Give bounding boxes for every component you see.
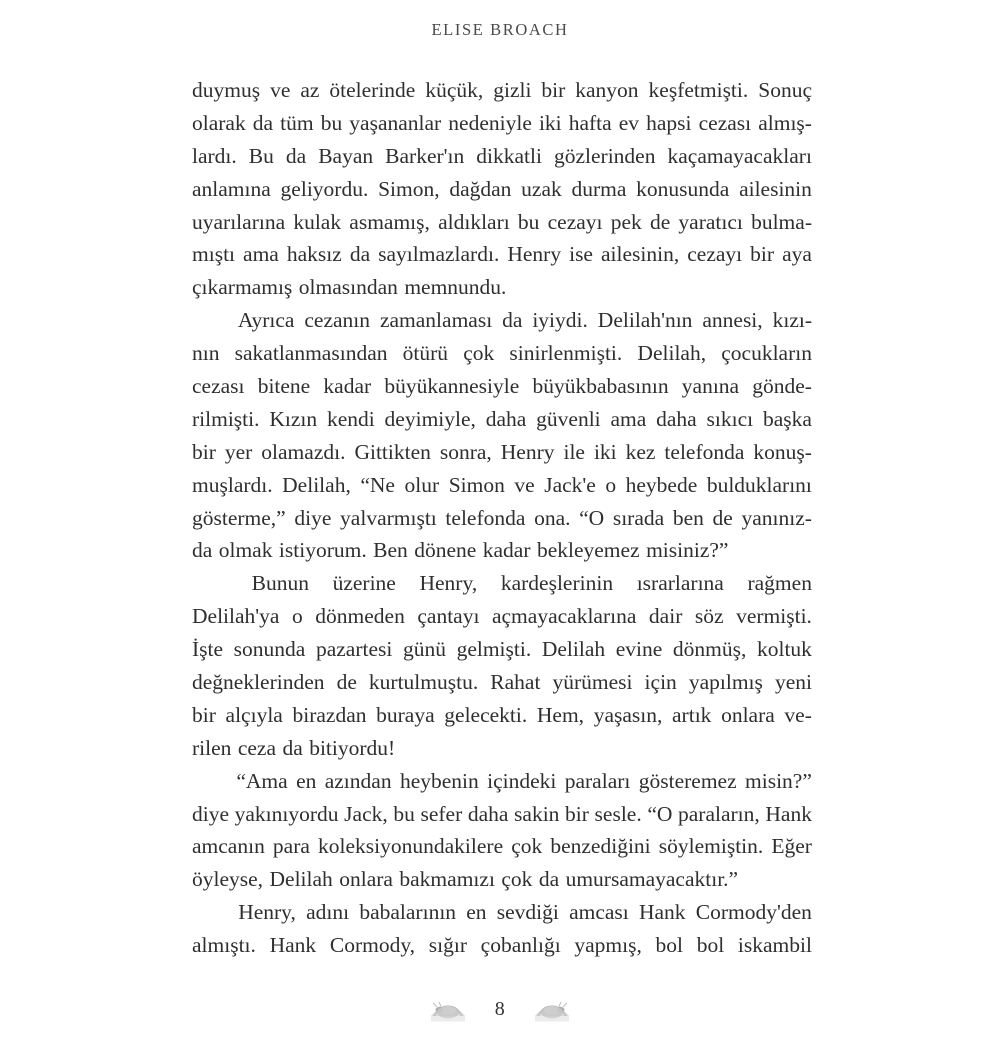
word: umursamayacaktır.” [565,867,739,892]
word: güvenli [536,406,601,431]
word: da [192,538,213,563]
word: ise [569,242,593,267]
word: bir [192,702,216,727]
word: de [649,209,671,234]
word: misin?” [745,768,812,793]
word: Cormody'den [695,900,812,925]
word: durma [571,176,627,201]
word: bir [565,801,589,826]
text-line [192,111,812,144]
word: sefer [420,801,463,826]
word: onlara [339,867,393,892]
word: koleksiyonundakilere [318,834,504,859]
word: çok [501,867,533,892]
word: çobanlığı [480,933,561,958]
word: “O [579,505,605,530]
word: ama [610,406,647,431]
word: ile [563,439,585,464]
word: Henry [507,242,562,267]
word: gösteremez [638,768,737,793]
word: sonra, [439,439,492,464]
word: en [296,768,317,793]
word: Delilah [541,637,606,662]
word: cezası [698,110,752,135]
word: yer [224,439,253,464]
word: Cormody, [329,933,416,958]
word: annesi, [702,308,763,333]
word: uyarılarına [192,209,286,234]
word: Barker'ın [385,143,465,168]
word: yapılmış [688,670,763,695]
paragraph [192,308,812,571]
word: söylemiştin. [658,834,764,859]
word: rağmen [747,571,812,596]
word: olarak [192,110,246,135]
word: “Ama [236,768,288,793]
word: nedeniyle [448,110,532,135]
word: cezayı [687,242,743,267]
text-line [192,78,812,111]
beetle-ornament-icon [531,998,573,1028]
text-line [192,308,812,341]
word: günü [402,637,446,662]
word: ev [618,110,640,135]
word: Ben [373,538,408,563]
word: bir [750,242,775,267]
word: kurtulmuştu. [368,670,479,695]
word: ona. [534,505,571,530]
word: kardeşlerinin [500,571,614,596]
word: öyleyse, [192,867,264,892]
word: gösterme,” [192,505,286,530]
word: sakin [514,801,560,826]
word: sevdiği [496,900,559,925]
word: Hank [765,801,812,826]
word: Eğer [771,834,812,859]
word: olmasından [298,275,398,300]
word: sayılmazlardı. [378,242,500,267]
word: Delilah'nın [597,308,693,333]
word: cezayı [547,209,603,234]
running-head: ELISE BROACH [431,20,569,39]
word: bu [517,209,540,234]
paragraph [192,769,812,901]
word: kaçamayacakları [667,143,812,168]
word: benzediğini [550,834,651,859]
word: evine [615,637,663,662]
word: koltuk [756,637,812,662]
word: Rahat [490,670,541,695]
word: kadar [323,374,372,399]
word: sırada [612,505,665,530]
word: iskambil [737,933,812,958]
word: bulma- [751,209,812,234]
text-line [192,769,812,802]
word: söz [694,604,724,629]
word: olur [404,472,440,497]
word: Delilah, [637,341,707,366]
word: bitiyordu! [309,735,396,760]
word: telefonda [664,439,745,464]
word: “O [647,801,673,826]
word: telefonda [445,505,526,530]
word: yanınız- [741,505,812,530]
text-line [192,177,812,210]
word: misiniz?” [646,538,729,563]
word: yaşananlar [349,110,442,135]
word: kadar [482,538,531,563]
text-line [192,670,812,703]
word: sıkıcı [706,406,754,431]
word: memnundu. [404,275,507,300]
word: olamazdı. [261,439,346,464]
word: bu [320,110,343,135]
word: ve [514,472,535,497]
word: Hank [269,933,317,958]
word: Hem, [536,702,585,727]
word: dikkatli [476,143,542,168]
word: Delilah, [282,472,351,497]
word: yalvarmıştı [340,505,437,530]
word: Henry, [419,571,478,596]
word: “Ne [360,472,395,497]
word: dönene [414,538,477,563]
word: bitene [257,374,311,399]
text-line [192,637,812,670]
word: uzak [521,176,562,201]
text-line [192,144,812,177]
word: dair [648,604,683,629]
word: gelmişti. [456,637,532,662]
word: kızı- [772,308,812,333]
word: Jack, [344,801,388,826]
paragraph [192,78,812,308]
word: diye [294,505,332,530]
word: kendi [326,406,375,431]
word: ama [243,242,279,267]
word: amcası [569,900,629,925]
word: da [349,242,371,267]
word: sakatlanmasından [234,341,388,366]
word: amcanın [192,834,265,859]
word: ötürü [402,341,449,366]
word: vermişti. [736,604,812,629]
word: çok [463,341,495,366]
word: ve- [784,702,812,727]
word: kulak [293,209,342,234]
body-text-block [192,78,812,966]
word: yaratıcı [678,209,743,234]
word: ben [672,505,704,530]
word: asmamış, [349,209,430,234]
word: Bayan [318,143,374,168]
text-line [192,834,812,867]
word: bulduklarını [706,472,812,497]
word: anlamına [192,176,271,201]
text-line [192,374,812,407]
word: azından [324,768,392,793]
word: ötelerinde [329,78,416,102]
word: dağdan [449,176,512,201]
word: yürümesi [552,670,633,695]
word: konusunda [636,176,730,201]
text-line [192,407,812,440]
page-number: 8 [494,998,506,1020]
text-line [192,341,812,374]
word: hapsi [646,110,692,135]
word: yapmış, [574,933,642,958]
word: Sonuç [758,78,812,102]
text-line [192,506,812,539]
word: muşlardı. [192,472,273,497]
word: bol [696,933,725,958]
word: büyükannesiyle [384,374,520,399]
word: sesle. [594,801,642,826]
word: onlara [721,702,775,727]
text-line [192,604,812,637]
word: yanına [681,374,740,399]
word: mıştı [192,242,236,267]
word: konuş- [753,439,812,464]
word: Delilah [269,867,333,892]
word: paraları [564,768,631,793]
word: bekleyemez [536,538,640,563]
text-line [192,242,812,275]
word: açmayacaklarına [491,604,637,629]
word: haksız [286,242,342,267]
text-line [192,867,812,900]
word: en [466,900,487,925]
word: aldıkları [438,209,510,234]
word: ceza [237,735,277,760]
word: daha [656,406,697,431]
word: cezası [192,374,245,399]
word: alçıyla [225,702,283,727]
word: çantayı [417,604,480,629]
word: birazdan [292,702,367,727]
word: keşfetmişti. [648,78,749,102]
word: heybenin [399,768,479,793]
word: da [502,308,523,333]
text-line [192,802,812,835]
word: çok [511,834,543,859]
word: da [538,867,560,892]
word: Hank [638,900,686,925]
word: Simon, [378,176,440,201]
word: olmak [218,538,273,563]
word: iki [538,110,562,135]
word: aya [782,242,812,267]
word: lardı. [192,143,237,168]
word: almıştı. [192,933,256,958]
word: pazartesi [315,637,393,662]
word: sinirlenmişti. [509,341,623,366]
word: da [282,735,303,760]
word: iki [593,439,617,464]
word: bir [541,78,566,102]
page-footer [0,998,1000,1028]
word: daha [467,801,509,826]
word: Gittikten [354,439,431,464]
paragraph [192,900,812,966]
word: sonunda [233,637,306,662]
word: yeni [774,670,812,695]
word: almış- [758,110,812,135]
word: büyükbabasının [532,374,669,399]
word: daha [485,406,527,431]
word: tüm [280,110,314,135]
word: ve [270,78,291,102]
text-line [192,703,812,736]
word: kez [625,439,656,464]
word: gizli [493,78,532,102]
word: paraların, [678,801,760,826]
word: geliyordu. [280,176,369,201]
text-line [192,275,812,308]
word: rilmişti. [192,406,260,431]
word: Ayrıca [237,308,295,333]
word: dönmeden [315,604,405,629]
word: üzerine [332,571,396,596]
word: istiyorum. [278,538,367,563]
word: diye [192,801,230,826]
word: buraya [376,702,435,727]
word: o [291,604,303,629]
word: artık [672,702,712,727]
word: adını [306,900,350,925]
word: bol [655,933,684,958]
paragraph [192,571,812,768]
word: gözlerinden [553,143,656,168]
word: Henry [500,439,555,464]
word: Jack'e [544,472,596,497]
word: Simon [448,472,505,497]
word: başka [762,406,812,431]
word: babalarının [359,900,457,925]
word: kanyon [575,78,639,102]
word: İşte [192,637,224,662]
word: para [272,834,310,859]
word: Bunun [251,571,309,596]
word: için [644,670,677,695]
word: da [252,110,274,135]
text-line [192,736,812,769]
word: bakmamızı [399,867,495,892]
word: sığır [428,933,467,958]
word: Bu [248,143,274,168]
word: dönmüş, [672,637,747,662]
word: gelecekti. [444,702,528,727]
word: çıkarmamış [192,275,293,300]
text-line [192,210,812,243]
word: o [605,472,617,497]
word: zamanlaması [379,308,493,333]
word: ısrarlarına [636,571,724,596]
word: küçük, [425,78,484,102]
word: duymuş [192,78,261,102]
word: nın [192,341,220,366]
word: ailesinin [739,176,812,201]
text-line [192,440,812,473]
word: bir [192,439,216,464]
word: hafta [568,110,612,135]
word: cezanın [304,308,371,333]
word: da [285,143,307,168]
text-line [192,933,812,966]
word: Henry, [238,900,296,925]
word: çocukların [721,341,812,366]
word: bu [393,801,415,826]
word: iyiydi. [532,308,588,333]
word: ailesinin, [601,242,680,267]
word: de [712,505,733,530]
word: de [336,670,357,695]
text-line [192,571,812,604]
word: az [300,78,320,102]
word: pek [610,209,642,234]
word: rilen [192,735,232,760]
text-line [192,473,812,506]
word: Delilah'ya [192,604,280,629]
word: heybede [625,472,698,497]
word: Kızın [269,406,318,431]
word: gönde- [752,374,812,399]
word: içindeki [487,768,557,793]
word: yakınıyordu [234,801,339,826]
word: değneklerinden [192,670,325,695]
text-line [192,538,812,571]
text-line [192,900,812,933]
word: deyimiyle, [384,406,476,431]
beetle-ornament-icon [427,998,469,1028]
word: yaşasın, [593,702,663,727]
